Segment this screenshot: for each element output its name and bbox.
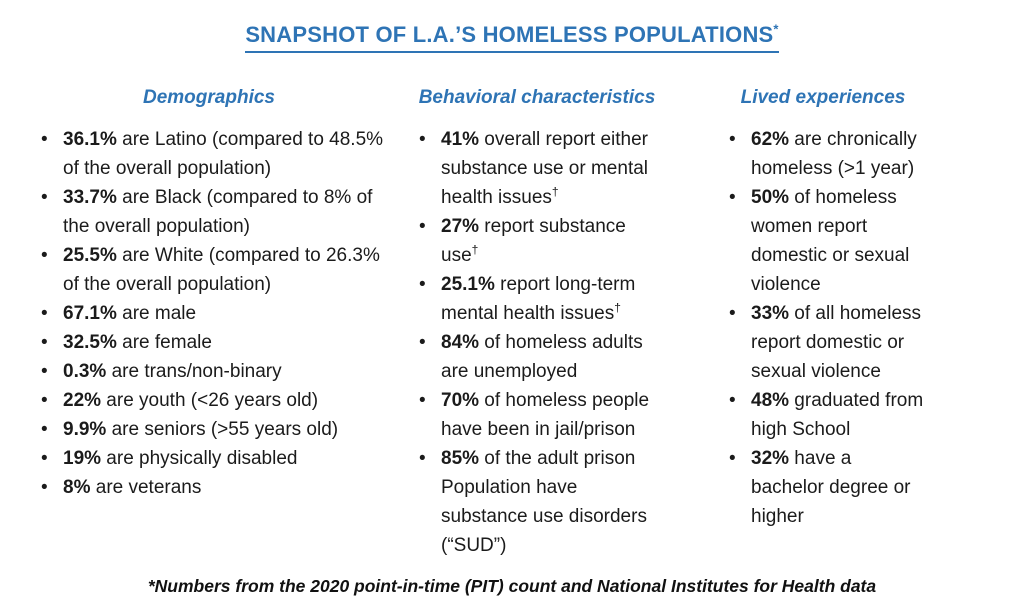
column-lived-experiences bbox=[722, 87, 924, 560]
page-title-text: SNAPSHOT OF L.A.’S HOMELESS POPULATIONS bbox=[245, 22, 774, 47]
stat-text: of homeless people have been in jail/prison bbox=[441, 390, 650, 440]
stat-value: 84% bbox=[441, 332, 480, 353]
stat-text: are White (compared to 26.3% of the overall population) bbox=[63, 245, 380, 295]
list-item bbox=[412, 125, 662, 212]
page-title bbox=[0, 22, 1024, 53]
stat-text: are veterans bbox=[90, 477, 202, 498]
stat-value: 36.1% bbox=[63, 129, 117, 150]
stat-text: of homeless women report domestic or sexual violence bbox=[751, 187, 910, 295]
stat-value: 62% bbox=[751, 129, 790, 150]
stat-value: 25.1% bbox=[441, 274, 495, 295]
list-item bbox=[34, 125, 384, 183]
stat-text: are Black (compared to 8% of the overall population) bbox=[63, 187, 373, 237]
columns-container bbox=[0, 87, 1024, 560]
bullet-list bbox=[34, 125, 384, 502]
stat-text: are seniors (>55 years old) bbox=[106, 419, 339, 440]
stat-value: 33.7% bbox=[63, 187, 117, 208]
column-header: Lived experiences bbox=[740, 87, 906, 108]
stat-text: are youth (<26 years old) bbox=[101, 390, 319, 411]
list-item bbox=[34, 183, 384, 241]
stat-value: 32% bbox=[751, 448, 790, 469]
bullet-list bbox=[722, 125, 924, 531]
list-item bbox=[34, 386, 384, 415]
list-item bbox=[722, 183, 924, 299]
list-item bbox=[412, 386, 662, 444]
stat-value: 85% bbox=[441, 448, 480, 469]
column-behavioral-characteristics bbox=[412, 87, 662, 560]
dagger-superscript: † bbox=[551, 184, 559, 199]
list-item bbox=[412, 212, 662, 270]
stat-text: of the adult prison Population have substance use disorders (“SUD”) bbox=[441, 448, 647, 556]
stat-value: 50% bbox=[751, 187, 790, 208]
list-item bbox=[34, 357, 384, 386]
stat-text: are chronically homeless (>1 year) bbox=[751, 129, 917, 179]
stat-value: 32.5% bbox=[63, 332, 117, 353]
footnote: *Numbers from the 2020 point-in-time (PIT) count and National Institutes for Health data bbox=[147, 576, 877, 596]
list-item bbox=[34, 328, 384, 357]
list-item bbox=[412, 328, 662, 386]
stat-text: are female bbox=[116, 332, 212, 353]
list-item bbox=[34, 241, 384, 299]
list-item bbox=[34, 415, 384, 444]
column-demographics bbox=[34, 87, 384, 560]
list-item bbox=[722, 386, 924, 444]
bullet-list bbox=[412, 125, 662, 560]
stat-text: are trans/non-binary bbox=[106, 361, 282, 382]
column-header: Demographics bbox=[143, 87, 275, 108]
stat-value: 67.1% bbox=[63, 303, 117, 324]
stat-text: of all homeless report domestic or sexual violence bbox=[751, 303, 922, 382]
stat-value: 27% bbox=[441, 216, 480, 237]
stat-value: 25.5% bbox=[63, 245, 117, 266]
stat-value: 8% bbox=[63, 477, 91, 498]
stat-text: are male bbox=[116, 303, 197, 324]
dagger-superscript: † bbox=[614, 300, 621, 315]
list-item bbox=[722, 125, 924, 183]
stat-value: 48% bbox=[751, 390, 790, 411]
page-title-underline bbox=[245, 22, 778, 53]
list-item bbox=[722, 299, 924, 386]
list-item bbox=[412, 444, 662, 560]
list-item bbox=[34, 473, 384, 502]
stat-text: are Latino (compared to 48.5% of the overall population) bbox=[63, 129, 384, 179]
stat-text: report substance use bbox=[441, 216, 626, 266]
stat-text: have a bachelor degree or higher bbox=[751, 448, 911, 527]
stat-text: of homeless adults are unemployed bbox=[441, 332, 643, 382]
title-asterisk: * bbox=[773, 21, 779, 37]
stat-text: graduated from high School bbox=[751, 390, 924, 440]
list-item bbox=[412, 270, 662, 328]
dagger-superscript: † bbox=[471, 242, 479, 257]
stat-text: report long-term mental health issues bbox=[441, 274, 636, 324]
stat-value: 33% bbox=[751, 303, 790, 324]
stat-value: 22% bbox=[63, 390, 102, 411]
stat-value: 0.3% bbox=[63, 361, 107, 382]
stat-value: 70% bbox=[441, 390, 480, 411]
stat-value: 9.9% bbox=[63, 419, 107, 440]
column-header: Behavioral characteristics bbox=[418, 87, 656, 108]
stat-text: overall report either substance use or mental health issues bbox=[441, 129, 649, 208]
list-item bbox=[722, 444, 924, 531]
stat-value: 19% bbox=[63, 448, 102, 469]
list-item bbox=[34, 444, 384, 473]
snapshot-slide bbox=[0, 21, 1024, 596]
stat-value: 41% bbox=[441, 129, 480, 150]
stat-text: are physically disabled bbox=[101, 448, 298, 469]
list-item bbox=[34, 299, 384, 328]
